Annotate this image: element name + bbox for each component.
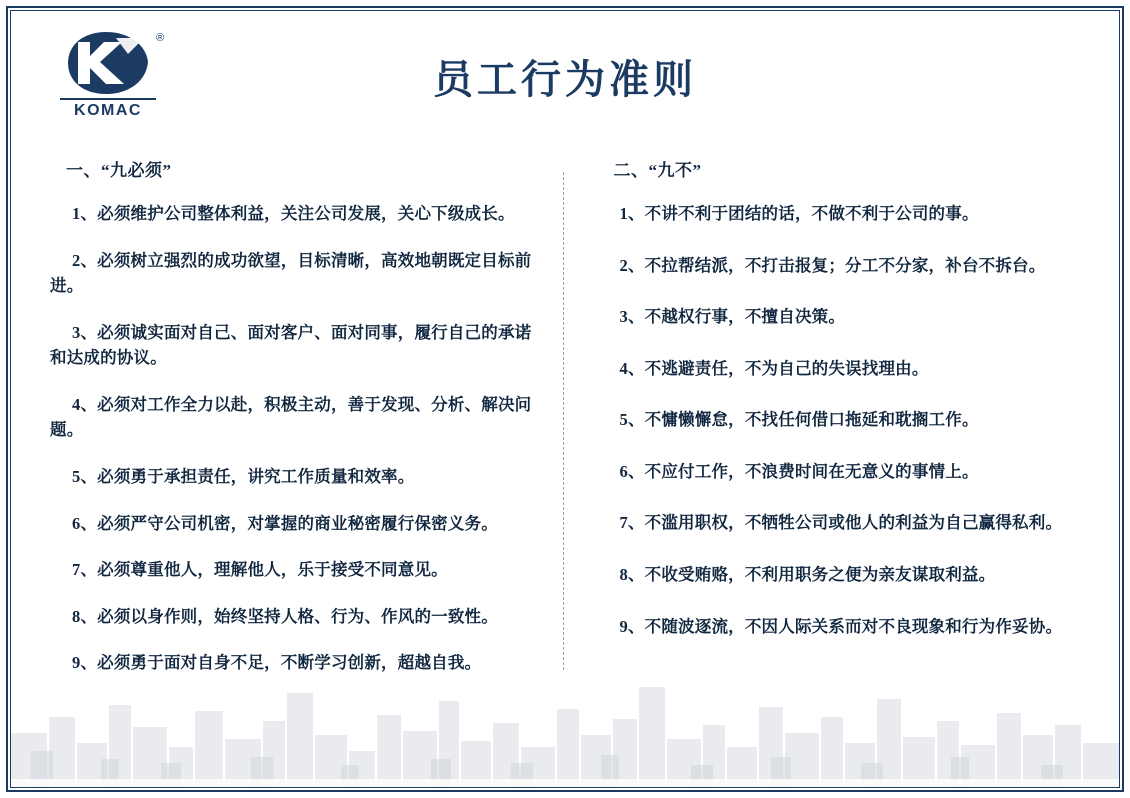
column-heading-must-not: 二、“九不”	[613, 161, 702, 180]
list-item: 9、必须勇于面对自身不足，不断学习创新，超越自我。	[72, 653, 482, 673]
logo-wordmark: KOMAC	[60, 98, 156, 120]
column-must	[30, 150, 563, 678]
list-item: 2、必须树立强烈的成功欲望，目标清晰，高效地朝既定目标前进。	[50, 250, 532, 296]
list-item: 7、不滥用职权，不牺牲公司或他人的利益为自己赢得私利。	[619, 513, 1063, 533]
list-item: 3、不越权行事，不擅自决策。	[619, 307, 846, 327]
content-columns	[30, 150, 1102, 678]
list-item: 8、不收受贿赂，不利用职务之便为亲友谋取利益。	[619, 564, 996, 584]
column-must-not	[564, 150, 1103, 678]
list-item: 1、不讲不利于团结的话，不做不利于公司的事。	[619, 204, 979, 223]
list-item: 5、必须勇于承担责任，讲究工作质量和效率。	[72, 466, 415, 486]
list-item: 9、不随波逐流，不因人际关系而对不良现象和行为作妥协。	[619, 616, 1063, 636]
list-item: 2、不拉帮结派，不打击报复；分工不分家，补台不拆台。	[619, 255, 1046, 275]
city-skyline-illustration	[11, 647, 1119, 787]
list-item: 6、不应付工作，不浪费时间在无意义的事情上。	[619, 461, 979, 481]
list-item: 8、必须以身作则，始终坚持人格、行为、作风的一致性。	[72, 606, 498, 626]
poster-header	[30, 22, 1100, 132]
list-item: 4、必须对工作全力以赴，积极主动，善于发现、分析、解决问题。	[50, 394, 532, 440]
list-item: 4、不逃避责任，不为自己的失误找理由。	[619, 358, 929, 378]
registered-trademark-icon: ®	[156, 32, 165, 44]
page-title: 员工行为准则	[433, 57, 697, 102]
column-heading-must: 一、“九必须”	[66, 161, 172, 180]
list-item: 3、必须诚实面对自己、面对客户、面对同事，履行自己的承诺和达成的协议。	[50, 322, 532, 368]
list-item: 5、不慵懒懈怠，不找任何借口拖延和耽搁工作。	[619, 410, 979, 430]
list-item: 7、必须尊重他人，理解他人，乐于接受不同意见。	[72, 560, 448, 580]
list-item: 1、必须维护公司整体利益，关注公司发展，关心下级成长。	[72, 204, 515, 223]
list-item: 6、必须严守公司机密，对掌握的商业秘密履行保密义务。	[72, 513, 498, 533]
